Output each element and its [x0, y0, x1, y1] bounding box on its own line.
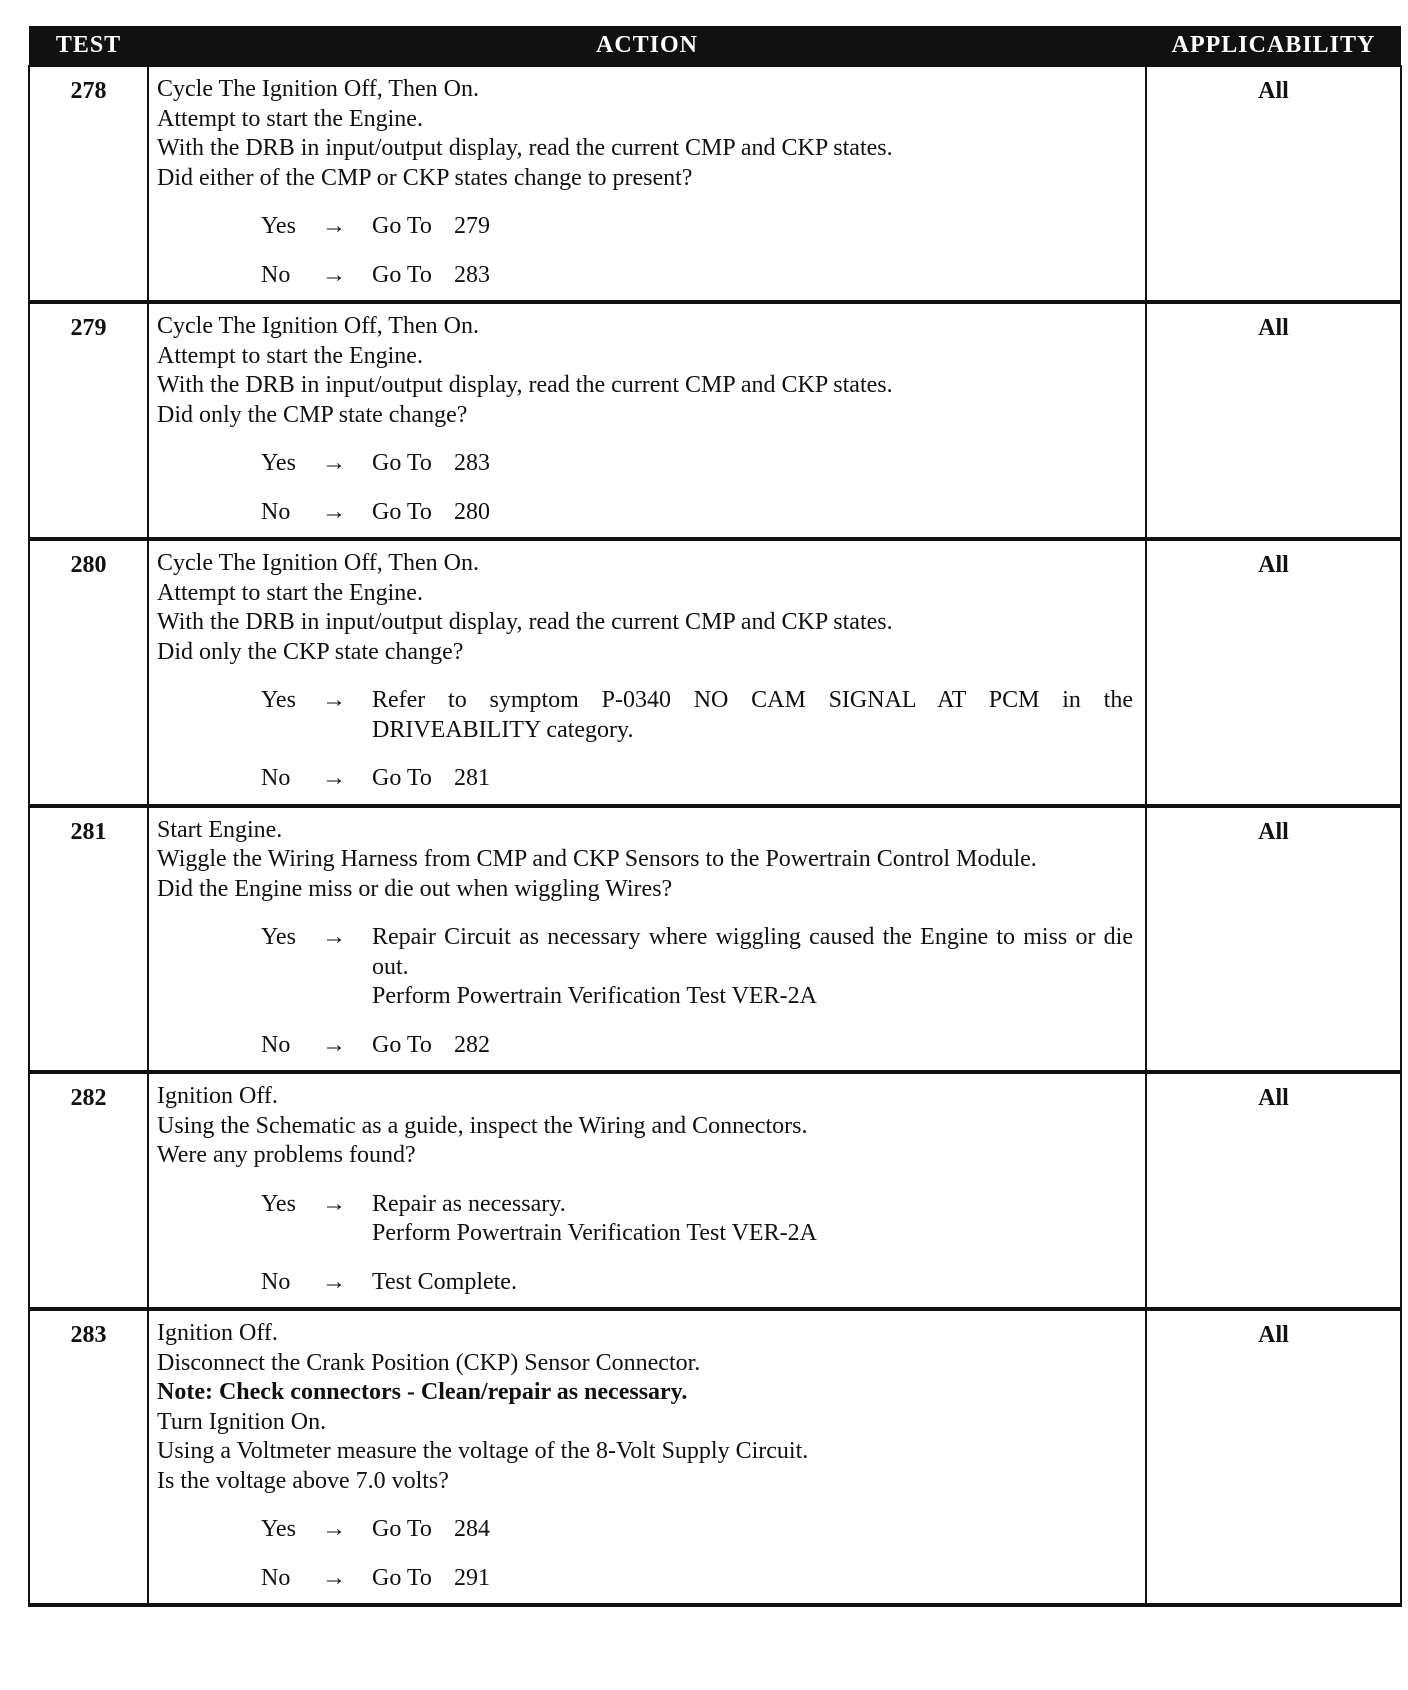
right-arrow-icon: → — [322, 213, 346, 239]
response-label: No — [261, 1031, 291, 1058]
right-arrow-icon: → — [322, 498, 346, 525]
action-step: Is the voltage above 7.0 volts? — [157, 1467, 449, 1494]
goto-target[interactable]: 283 — [454, 450, 490, 476]
response-instruction: Refer to symptom P-0340 NO CAM SIGNAL AT PCM in the DRIVEABILITY category. — [372, 687, 1133, 743]
table-row — [29, 806, 1401, 1073]
goto-label: Go To — [372, 498, 432, 525]
response-yes — [157, 449, 1133, 479]
action-step: Ignition Off. — [157, 1083, 278, 1109]
goto-label: Go To — [372, 1031, 432, 1058]
action-cell — [148, 1309, 1146, 1605]
table-row — [29, 302, 1401, 539]
goto-target[interactable]: 291 — [454, 1564, 490, 1591]
test-number: 280 — [29, 539, 148, 806]
goto-target[interactable]: 283 — [454, 261, 490, 288]
applicability-value: All — [1146, 302, 1401, 539]
action-cell — [148, 539, 1146, 806]
action-cell — [148, 302, 1146, 539]
goto-label: Go To — [372, 1564, 432, 1591]
goto-target[interactable]: 284 — [454, 1516, 490, 1542]
action-cell — [148, 66, 1146, 302]
action-step: With the DRB in input/output display, read the current CMP and CKP states. — [157, 609, 893, 635]
response-text — [372, 1268, 1133, 1298]
header-row — [29, 26, 1401, 66]
action-step: Attempt to start the Engine. — [157, 105, 423, 132]
action-step: Start Engine. — [157, 816, 283, 843]
right-arrow-icon: → — [322, 687, 346, 713]
action-step: Cycle The Ignition Off, Then On. — [157, 550, 479, 576]
response-no — [157, 498, 1133, 528]
test-number: 278 — [29, 66, 148, 302]
test-number: 281 — [29, 806, 148, 1073]
response-text — [372, 686, 1133, 745]
response-label: Yes — [261, 450, 296, 476]
action-step: Attempt to start the Engine. — [157, 342, 423, 369]
response-yes — [157, 1190, 1133, 1249]
right-arrow-icon: → — [322, 1268, 346, 1295]
response-text — [372, 498, 1133, 528]
response-text — [372, 449, 1133, 479]
right-arrow-icon: → — [322, 765, 346, 791]
table-row — [29, 1309, 1401, 1605]
response-text — [372, 261, 1133, 291]
goto-target[interactable]: 282 — [454, 1031, 490, 1058]
goto-label: Go To — [372, 213, 432, 239]
action-step: Ignition Off. — [157, 1320, 278, 1346]
right-arrow-icon: → — [322, 1031, 346, 1058]
goto-label: Go To — [372, 1516, 432, 1542]
table-row — [29, 66, 1401, 302]
response-text — [372, 1190, 1133, 1249]
action-step: Did only the CMP state change? — [157, 401, 468, 428]
action-step: Disconnect the Crank Position (CKP) Sensor Connector. — [157, 1349, 701, 1376]
response-instruction: Perform Powertrain Verification Test VER-2A — [372, 1220, 817, 1246]
header-action: ACTION — [148, 26, 1146, 66]
goto-target[interactable]: 279 — [454, 213, 490, 239]
response-instruction: Repair Circuit as necessary where wiggling caused the Engine to miss or die out. — [372, 924, 1133, 980]
response-yes — [157, 1515, 1133, 1545]
action-step: Did only the CKP state change? — [157, 638, 464, 665]
action-step: Using a Voltmeter measure the voltage of the 8-Volt Supply Circuit. — [157, 1438, 809, 1464]
response-label: No — [261, 498, 291, 525]
action-step: With the DRB in input/output display, read the current CMP and CKP states. — [157, 135, 893, 161]
response-label: Yes — [261, 213, 296, 239]
action-step: Using the Schematic as a guide, inspect the Wiring and Connectors. — [157, 1112, 808, 1139]
goto-target[interactable]: 281 — [454, 765, 490, 791]
response-instruction: Test Complete. — [372, 1268, 517, 1295]
table-body — [29, 66, 1401, 1605]
goto-label: Go To — [372, 261, 432, 288]
action-cell — [148, 806, 1146, 1073]
applicability-value: All — [1146, 539, 1401, 806]
diagnostic-test-table — [28, 26, 1402, 1672]
action-step: Did the Engine miss or die out when wiggling Wires? — [157, 875, 673, 902]
response-text — [372, 923, 1133, 1012]
response-label: Yes — [261, 1190, 296, 1217]
action-note: Note: Check connectors - Clean/repair as necessary. — [157, 1379, 688, 1405]
response-no — [157, 261, 1133, 291]
response-label: No — [261, 765, 291, 791]
response-label: No — [261, 1268, 291, 1295]
right-arrow-icon: → — [322, 1564, 346, 1591]
response-label: No — [261, 261, 291, 288]
action-step: Turn Ignition On. — [157, 1408, 327, 1435]
response-no — [157, 1031, 1133, 1061]
table-row — [29, 1072, 1401, 1309]
action-step: Wiggle the Wiring Harness from CMP and CKP Sensors to the Powertrain Control Module. — [157, 846, 1037, 872]
response-yes — [157, 212, 1133, 242]
table-row — [29, 539, 1401, 806]
right-arrow-icon: → — [322, 261, 346, 288]
response-label: Yes — [261, 924, 296, 950]
action-cell — [148, 1072, 1146, 1309]
header-applicability: APPLICABILITY — [1146, 26, 1401, 66]
response-no — [157, 1564, 1133, 1594]
applicability-value: All — [1146, 66, 1401, 302]
action-step: Did either of the CMP or CKP states change to present? — [157, 164, 693, 191]
action-step: Were any problems found? — [157, 1142, 416, 1168]
test-number: 282 — [29, 1072, 148, 1309]
response-no — [157, 764, 1133, 794]
applicability-value: All — [1146, 1072, 1401, 1309]
response-text — [372, 212, 1133, 242]
goto-label: Go To — [372, 450, 432, 476]
response-label: Yes — [261, 687, 296, 713]
response-text — [372, 764, 1133, 794]
response-label: No — [261, 1564, 291, 1591]
test-number: 279 — [29, 302, 148, 539]
header-test: TEST — [29, 26, 148, 66]
response-label: Yes — [261, 1516, 296, 1542]
response-text — [372, 1515, 1133, 1545]
response-no — [157, 1268, 1133, 1298]
response-yes — [157, 923, 1133, 1012]
action-step: Cycle The Ignition Off, Then On. — [157, 76, 479, 102]
test-number: 283 — [29, 1309, 148, 1605]
right-arrow-icon: → — [322, 1516, 346, 1542]
right-arrow-icon: → — [322, 450, 346, 476]
right-arrow-icon: → — [322, 924, 346, 950]
response-yes — [157, 686, 1133, 745]
right-arrow-icon: → — [322, 1190, 346, 1217]
action-step: With the DRB in input/output display, read the current CMP and CKP states. — [157, 372, 893, 398]
response-instruction: Repair as necessary. — [372, 1190, 566, 1217]
applicability-value: All — [1146, 806, 1401, 1073]
response-text — [372, 1564, 1133, 1594]
response-text — [372, 1031, 1133, 1061]
goto-label: Go To — [372, 765, 432, 791]
action-step: Cycle The Ignition Off, Then On. — [157, 313, 479, 339]
action-step: Attempt to start the Engine. — [157, 579, 423, 606]
test-table — [28, 26, 1402, 1607]
applicability-value: All — [1146, 1309, 1401, 1605]
goto-target[interactable]: 280 — [454, 498, 490, 525]
response-instruction: Perform Powertrain Verification Test VER-2A — [372, 983, 817, 1009]
